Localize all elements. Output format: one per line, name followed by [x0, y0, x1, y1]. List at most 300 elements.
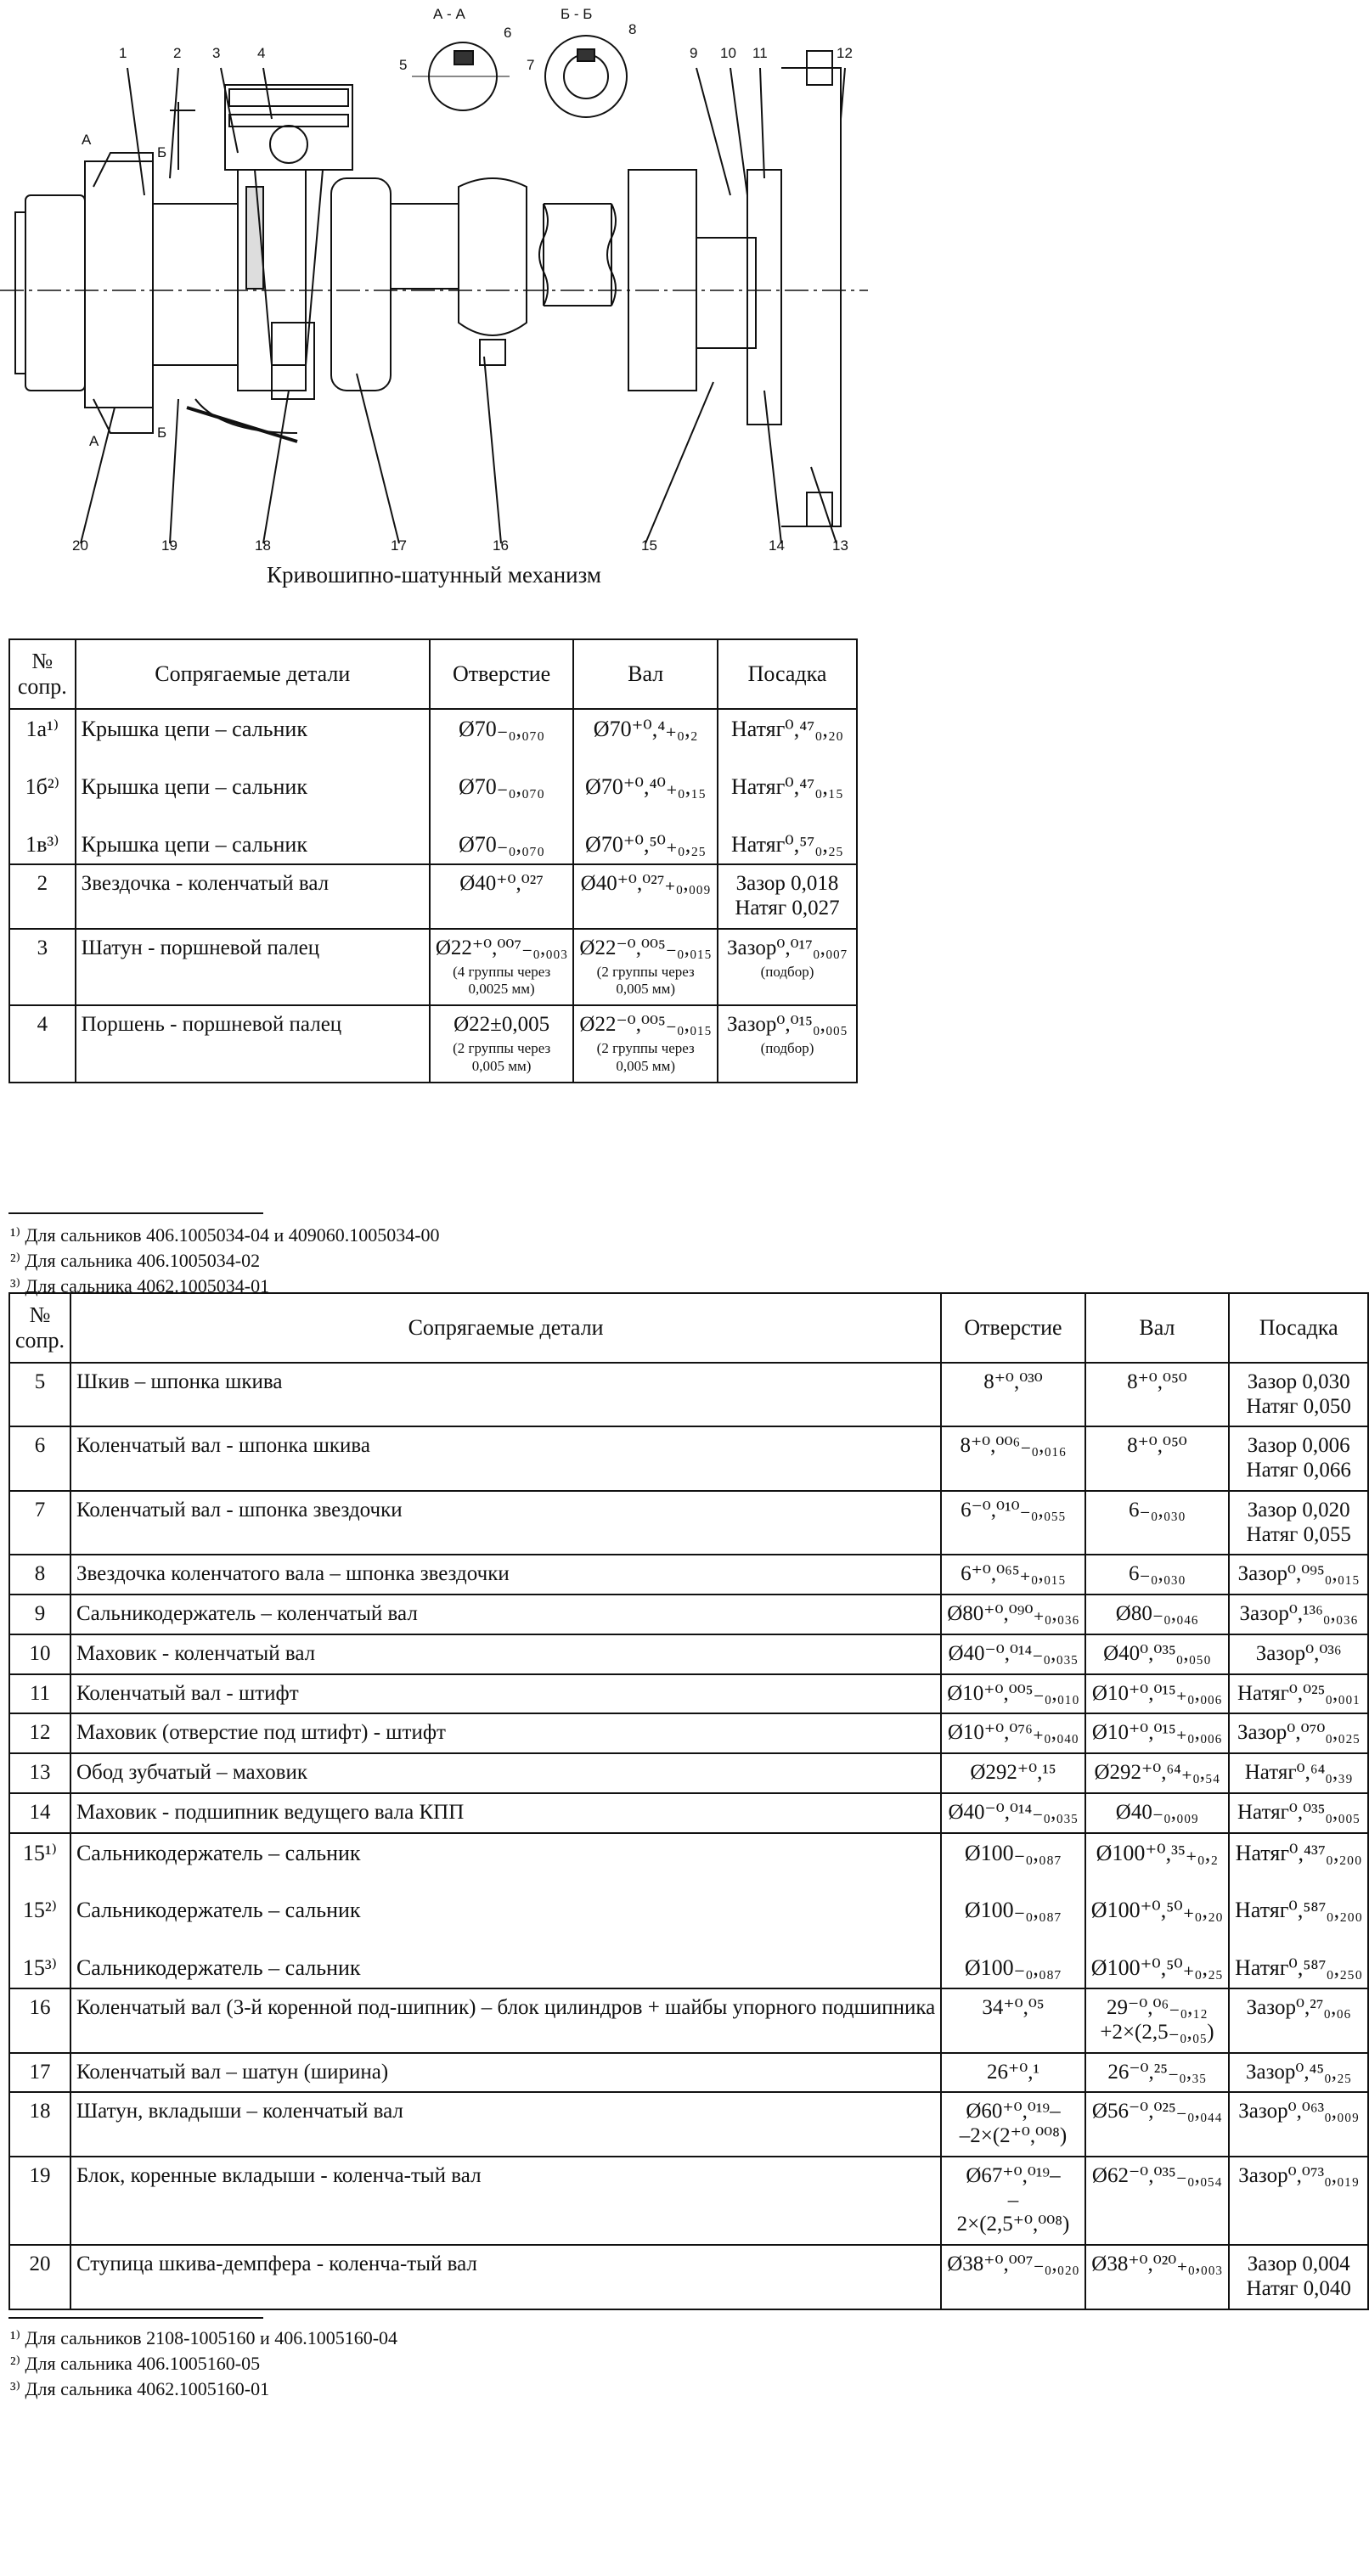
row-hole-value: 6⁻⁰,⁰¹⁰₋₀,₀₅₅ — [961, 1498, 1066, 1521]
row-fit-value: Зазор⁰,²⁷₀,₀₆ — [1246, 1996, 1351, 2020]
row-shaft-value: Ø40⁰,⁰³⁵₀,₀₅₀ — [1103, 1641, 1211, 1665]
row-shaft — [1085, 1833, 1229, 1989]
row-fit-value: Натяг 0,027 — [735, 897, 840, 920]
cut-a-top: А — [82, 132, 92, 148]
row-fit-value: Натяг⁰,⁰³⁵₀,₀₀₅ — [1237, 1800, 1361, 1824]
row-number — [9, 2245, 70, 2309]
row-hole — [941, 1753, 1085, 1793]
row-hole-value: Ø100₋₀,₀₈₇ — [964, 1955, 1062, 1981]
table-row — [9, 1426, 1368, 1491]
row-fit-value: Зазор⁰,⁰³⁶ — [1255, 1641, 1342, 1665]
row-number-value: 5 — [34, 1370, 46, 1393]
row-number — [9, 2157, 70, 2245]
row-fit-value: Зазор 0,004 — [1247, 2253, 1350, 2276]
row-hole-value: Ø40⁺⁰,⁰²⁷ — [459, 872, 544, 896]
row-parts-value: Сальникодержатель – сальник — [76, 1955, 361, 1981]
row-number-value: 11 — [29, 1681, 51, 1705]
row-parts-value: Сальникодержатель – коленчатый вал — [76, 1602, 418, 1626]
row-fit — [1229, 1491, 1368, 1555]
table-row — [9, 1491, 1368, 1555]
header-num: № сопр. — [9, 1293, 70, 1363]
row-number-value: 4 — [37, 1013, 48, 1037]
row-parts — [70, 2157, 941, 2245]
row-fit — [1229, 1426, 1368, 1491]
table-row — [9, 1674, 1368, 1714]
row-number-value: 10 — [29, 1641, 51, 1665]
row-parts-value: Маховик (отверстие под штифт) - штифт — [76, 1721, 446, 1745]
row-hole-value: –2×(2⁺⁰,⁰⁰⁸) — [959, 2124, 1068, 2148]
cut-a-bottom: А — [89, 433, 99, 449]
header-fit: Посадка — [1229, 1293, 1368, 1363]
row-hole — [941, 1674, 1085, 1714]
row-parts-value: Сальникодержатель – сальник — [76, 1840, 361, 1865]
row-fit-value: Зазор⁰,⁴⁵₀,₂₅ — [1245, 2060, 1352, 2084]
row-shaft — [1085, 1491, 1229, 1555]
row-hole — [941, 2092, 1085, 2157]
row-hole-value: Ø67⁺⁰,⁰¹⁹– — [966, 2163, 1061, 2187]
row-fit — [1229, 2053, 1368, 2093]
row-parts-value: Шатун - поршневой палец — [81, 936, 320, 959]
row-parts — [70, 1555, 941, 1595]
row-parts — [70, 2092, 941, 2157]
row-shaft-value: Ø70⁺⁰,⁴₊₀,₂ — [593, 716, 698, 741]
table-row — [9, 2053, 1368, 2093]
row-shaft-note: (2 группы через 0,005 мм) — [596, 963, 695, 998]
row-number-value: 3 — [37, 936, 48, 959]
row-fit — [1229, 1988, 1368, 2053]
table-row — [9, 709, 857, 865]
row-fit — [1229, 1793, 1368, 1833]
callout-7: 7 — [527, 57, 535, 73]
row-fit-value: Натяг⁰,⁰²⁵₀,₀₀₁ — [1237, 1681, 1361, 1705]
footnote: ¹⁾ Для сальников 2108-1005160 и 406.1005160-04 — [10, 2327, 398, 2348]
row-fit-value: Натяг⁰,⁵⁸⁷₀,₂₀₀ — [1235, 1898, 1363, 1923]
row-fit — [1229, 1595, 1368, 1634]
row-shaft-value: Ø62⁻⁰,⁰³⁵₋₀,₀₅₄ — [1091, 2163, 1222, 2187]
row-number-value: 15³⁾ — [22, 1955, 58, 1981]
row-parts-value: Коленчатый вал - шпонка шкива — [76, 1434, 370, 1458]
row-hole — [941, 2245, 1085, 2309]
row-hole — [941, 1713, 1085, 1753]
row-number — [9, 1634, 70, 1674]
row-parts-value: Крышка цепи – сальник — [81, 716, 307, 741]
row-hole-value: 8⁺⁰,⁰³⁰ — [983, 1370, 1043, 1393]
row-fit — [1229, 1753, 1368, 1793]
row-number-value: 19 — [29, 2163, 51, 2187]
row-shaft-value: +2×(2,5₋₀,₀₅) — [1100, 2020, 1214, 2044]
row-parts — [70, 1713, 941, 1753]
row-number-value: 1а¹⁾ — [25, 716, 59, 741]
row-parts — [70, 1833, 941, 1989]
row-shaft-value: 8⁺⁰,⁰⁵⁰ — [1127, 1370, 1187, 1393]
row-fit — [718, 709, 857, 865]
row-shaft-value: Ø100⁺⁰,³⁵₊₀,₂ — [1096, 1840, 1219, 1865]
row-number-value: 14 — [29, 1800, 51, 1824]
row-number — [9, 1555, 70, 1595]
callout-13: 13 — [832, 537, 848, 554]
table-row — [9, 929, 857, 1006]
row-fit-value: Натяг 0,050 — [1246, 1394, 1351, 1418]
row-parts — [76, 864, 430, 929]
row-hole-value: Ø10⁺⁰,⁰⁰⁵₋₀,₀₁₀ — [947, 1681, 1079, 1705]
section-aa-label: А - А — [433, 6, 465, 22]
row-fit-value: Натяг⁰,⁵⁸⁷₀,₂₅₀ — [1235, 1955, 1363, 1981]
row-hole — [430, 709, 574, 865]
row-number-value: 18 — [29, 2100, 51, 2123]
row-hole-value: 6⁺⁰,⁰⁶⁵₊₀,₀₁₅ — [961, 1562, 1066, 1586]
row-hole — [941, 1833, 1085, 1989]
row-hole-value: – — [1007, 2188, 1019, 2212]
row-shaft — [1085, 1363, 1229, 1427]
row-hole-value: 26⁺⁰,¹ — [987, 2060, 1039, 2084]
table-row — [9, 1595, 1368, 1634]
row-number — [9, 864, 76, 929]
row-number — [9, 1491, 70, 1555]
row-fit — [1229, 2245, 1368, 2309]
row-number — [9, 709, 76, 865]
row-hole-value: Ø80⁺⁰,⁰⁹⁰₊₀,₀₃₆ — [947, 1602, 1079, 1626]
row-parts — [70, 2245, 941, 2309]
row-number — [9, 1595, 70, 1634]
header-parts: Сопрягаемые детали — [76, 639, 430, 709]
row-shaft-value: Ø70⁺⁰,⁵⁰₊₀,₂₅ — [585, 831, 707, 857]
row-fit-note: (подбор) — [760, 963, 814, 980]
row-fit — [718, 929, 857, 1006]
row-parts-value: Маховик - коленчатый вал — [76, 1641, 316, 1665]
row-shaft-value: Ø40₋₀,₀₀₉ — [1115, 1800, 1199, 1824]
row-shaft-value: Ø10⁺⁰,⁰¹⁵₊₀,₀₀₆ — [1091, 1721, 1222, 1745]
row-shaft — [1085, 1595, 1229, 1634]
row-fit-value: Натяг⁰,⁵⁷₀,₂₅ — [730, 831, 844, 857]
row-parts — [70, 1634, 941, 1674]
row-fit — [1229, 2157, 1368, 2245]
callout-5: 5 — [399, 57, 408, 73]
row-hole — [941, 1634, 1085, 1674]
row-number — [9, 1426, 70, 1491]
row-fit — [718, 864, 857, 929]
row-hole-value: Ø22±0,005 — [454, 1013, 550, 1037]
header-num: № сопр. — [9, 639, 76, 709]
row-parts — [70, 1988, 941, 2053]
row-fit — [1229, 1555, 1368, 1595]
row-hole-value: Ø70₋₀,₀₇₀ — [458, 773, 545, 799]
row-fit-value: Зазор⁰,¹³⁶₀,₀₃₆ — [1239, 1602, 1358, 1626]
row-number — [9, 929, 76, 1006]
row-number — [9, 1363, 70, 1427]
row-parts-value: Крышка цепи – сальник — [81, 773, 307, 799]
row-shaft-value: Ø80₋₀,₀₄₆ — [1115, 1602, 1199, 1626]
row-shaft — [1085, 1555, 1229, 1595]
row-parts — [76, 709, 430, 865]
row-fit — [1229, 1713, 1368, 1753]
callout-3: 3 — [212, 45, 221, 61]
row-fit-value: Зазор 0,030 — [1247, 1370, 1350, 1393]
row-number — [9, 1005, 76, 1083]
row-parts-value: Коленчатый вал (3-й коренной под-шипник) – блок цилиндров + шайбы упорного подшипника — [76, 1996, 936, 2020]
row-hole-value: 8⁺⁰,⁰⁰⁶₋₀,₀₁₆ — [960, 1434, 1067, 1458]
footnote: ³⁾ Для сальника 4062.1005160-01 — [10, 2378, 270, 2399]
row-parts-value: Звездочка коленчатого вала – шпонка звездочки — [76, 1562, 510, 1586]
row-parts-value: Звездочка - коленчатый вал — [81, 872, 330, 896]
callout-4: 4 — [257, 45, 266, 61]
row-shaft-value: 29⁻⁰,⁰⁶₋₀,₁₂ — [1107, 1996, 1208, 2020]
fits-table-1 — [8, 638, 858, 1083]
row-number — [9, 1753, 70, 1793]
row-hole-value: Ø100₋₀,₀₈₇ — [964, 1898, 1062, 1923]
row-fit — [718, 1005, 857, 1083]
table-header-row — [9, 1293, 1368, 1363]
row-hole — [430, 1005, 574, 1083]
callout-11: 11 — [752, 45, 768, 61]
row-number-value: 1б²⁾ — [25, 773, 60, 799]
row-parts-value: Коленчатый вал – шатун (ширина) — [76, 2060, 389, 2084]
row-parts-value: Блок, коренные вкладыши - коленча-тый вал — [76, 2163, 482, 2187]
row-parts — [70, 1595, 941, 1634]
row-hole — [941, 2053, 1085, 2093]
callout-10: 10 — [720, 45, 736, 61]
callout-19: 19 — [161, 537, 177, 554]
row-fit-note: (подбор) — [760, 1040, 814, 1057]
table-row — [9, 1713, 1368, 1753]
table-row — [9, 1005, 857, 1083]
row-shaft-value: 6₋₀,₀₃₀ — [1129, 1562, 1186, 1586]
row-hole-value: Ø70₋₀,₀₇₀ — [458, 716, 545, 741]
cut-b-bottom: Б — [157, 425, 167, 441]
row-shaft-value: Ø70⁺⁰,⁴⁰₊₀,₁₅ — [585, 773, 707, 799]
fits-table-2 — [8, 1292, 1369, 2310]
row-shaft — [573, 1005, 718, 1083]
callout-8: 8 — [628, 21, 637, 37]
row-number-value: 6 — [34, 1434, 46, 1458]
callout-15: 15 — [641, 537, 657, 554]
row-hole — [941, 1595, 1085, 1634]
row-hole-value: 34⁺⁰,⁰⁵ — [982, 1996, 1045, 2020]
row-shaft — [1085, 2245, 1229, 2309]
row-shaft — [1085, 2092, 1229, 2157]
table-row — [9, 1988, 1368, 2053]
row-shaft-note: (2 группы через 0,005 мм) — [596, 1040, 695, 1074]
row-hole-value: Ø60⁺⁰,⁰¹⁹– — [966, 2100, 1061, 2123]
row-fit-value: Натяг 0,055 — [1246, 1522, 1351, 1546]
row-number — [9, 1793, 70, 1833]
row-fit-value: Зазор⁰,⁰⁷³₀,₀₁₉ — [1238, 2163, 1360, 2187]
callout-2: 2 — [173, 45, 182, 61]
table-header-row — [9, 639, 857, 709]
footnote: ³⁾ Для сальника 4062.1005034-01 — [10, 1275, 270, 1296]
table-row — [9, 1753, 1368, 1793]
footnotes-2 — [10, 2326, 397, 2402]
footnote-rule — [8, 1212, 263, 1214]
row-number-value: 12 — [29, 1721, 51, 1745]
row-hole — [941, 1555, 1085, 1595]
row-hole-value: Ø22⁺⁰,⁰⁰⁷₋₀,₀₀₃ — [435, 936, 568, 959]
row-parts — [70, 1363, 941, 1427]
row-shaft-value: 6₋₀,₀₃₀ — [1129, 1498, 1186, 1521]
row-fit-value: Зазор⁰,⁰⁶³₀,₀₀₉ — [1238, 2100, 1360, 2123]
table-body — [9, 1363, 1368, 2309]
row-parts — [76, 1005, 430, 1083]
table-row — [9, 2092, 1368, 2157]
row-shaft — [573, 864, 718, 929]
row-parts-value: Обод зубчатый – маховик — [76, 1761, 308, 1785]
row-parts-value: Ступица шкива-демпфера - коленча-тый вал — [76, 2253, 477, 2276]
callout-9: 9 — [690, 45, 698, 61]
row-fit-value: Натяг⁰,⁶⁴₀,₃₉ — [1244, 1761, 1353, 1785]
section-bb-label: Б - Б — [561, 6, 593, 22]
row-number — [9, 2053, 70, 2093]
row-fit-value: Зазор 0,006 — [1247, 1434, 1350, 1458]
row-parts — [70, 1491, 941, 1555]
callout-16: 16 — [493, 537, 509, 554]
row-parts — [70, 1674, 941, 1714]
row-hole-note: (4 группы через 0,0025 мм) — [453, 963, 551, 998]
row-fit-value: Натяг 0,040 — [1246, 2276, 1351, 2300]
table-row — [9, 1793, 1368, 1833]
row-shaft — [1085, 1674, 1229, 1714]
callout-1: 1 — [119, 45, 127, 61]
row-number — [9, 2092, 70, 2157]
row-fit — [1229, 1833, 1368, 1989]
row-shaft — [1085, 1634, 1229, 1674]
row-hole — [430, 929, 574, 1006]
row-hole-value: Ø40⁻⁰,⁰¹⁴₋₀,₀₃₅ — [948, 1800, 1079, 1824]
row-number-value: 2 — [37, 872, 48, 896]
row-shaft — [1085, 1793, 1229, 1833]
row-parts-value: Шатун, вкладыши – коленчатый вал — [76, 2100, 403, 2123]
row-parts-value: Шкив – шпонка шкива — [76, 1370, 283, 1393]
row-number — [9, 1713, 70, 1753]
row-number-value: 17 — [29, 2060, 51, 2084]
row-fit-value: Натяг 0,066 — [1246, 1459, 1351, 1482]
footnotes-1 — [10, 1223, 440, 1299]
row-hole — [941, 2157, 1085, 2245]
row-shaft-value: 26⁻⁰,²⁵₋₀,₃₅ — [1107, 2060, 1207, 2084]
callout-17: 17 — [391, 537, 407, 554]
row-parts — [76, 929, 430, 1006]
callout-12: 12 — [837, 45, 853, 61]
row-fit-value: Натяг⁰,⁴³⁷₀,₂₀₀ — [1235, 1840, 1362, 1865]
row-shaft — [1085, 1713, 1229, 1753]
row-shaft-value: Ø38⁺⁰,⁰²⁰₊₀,₀₀₃ — [1091, 2253, 1223, 2276]
row-hole — [941, 1491, 1085, 1555]
row-number — [9, 1833, 70, 1989]
row-shaft — [1085, 1426, 1229, 1491]
row-fit-value: Зазор⁰,⁰¹⁵₀,₀₀₅ — [727, 1013, 848, 1037]
footnote: ¹⁾ Для сальников 406.1005034-04 и 409060.1005034-00 — [10, 1224, 440, 1246]
row-hole-value: Ø38⁺⁰,⁰⁰⁷₋₀,₀₂₀ — [947, 2253, 1079, 2276]
row-fit — [1229, 2092, 1368, 2157]
row-hole-value: 2×(2,5⁺⁰,⁰⁰⁸) — [956, 2213, 1070, 2236]
row-shaft-value: Ø10⁺⁰,⁰¹⁵₊₀,₀₀₆ — [1091, 1681, 1222, 1705]
table-body — [9, 709, 857, 1083]
header-fit: Посадка — [718, 639, 857, 709]
row-parts-value: Коленчатый вал - штифт — [76, 1681, 299, 1705]
row-hole — [941, 1426, 1085, 1491]
row-number-value: 8 — [34, 1562, 46, 1586]
row-hole-value: Ø40⁻⁰,⁰¹⁴₋₀,₀₃₅ — [948, 1641, 1079, 1665]
table-row — [9, 2157, 1368, 2245]
row-shaft-value: Ø22⁻⁰,⁰⁰⁵₋₀,₀₁₅ — [579, 936, 713, 959]
row-parts-value: Маховик - подшипник ведущего вала КПП — [76, 1800, 465, 1824]
row-parts — [70, 1426, 941, 1491]
row-fit-value: Зазор⁰,⁰¹⁷₀,₀₀₇ — [727, 936, 848, 959]
header-hole: Отверстие — [430, 639, 574, 709]
row-hole-value: Ø10⁺⁰,⁰⁷⁶₊₀,₀₄₀ — [947, 1721, 1079, 1745]
row-shaft-value: Ø100⁺⁰,⁵⁰₊₀,₂₅ — [1090, 1955, 1224, 1981]
row-shaft-value: Ø40⁺⁰,⁰²⁷₊₀,₀₀₉ — [580, 872, 711, 896]
footnote: ²⁾ Для сальника 406.1005034-02 — [10, 1250, 261, 1271]
table-row — [9, 1833, 1368, 1989]
row-parts — [70, 2053, 941, 2093]
figure-caption: Кривошипно-шатунный механизм — [266, 562, 602, 588]
row-hole — [941, 1363, 1085, 1427]
footnote: ²⁾ Для сальника 406.1005160-05 — [10, 2353, 261, 2374]
row-shaft-value: Ø100⁺⁰,⁵⁰₊₀,₂₀ — [1090, 1898, 1224, 1923]
row-number-value: 16 — [29, 1996, 51, 2020]
row-shaft — [1085, 2053, 1229, 2093]
row-shaft — [1085, 1988, 1229, 2053]
row-number-value: 1в³⁾ — [25, 831, 59, 857]
header-shaft: Вал — [573, 639, 718, 709]
row-fit-value: Натяг⁰,⁴⁷₀,₁₅ — [730, 773, 844, 799]
row-fit — [1229, 1363, 1368, 1427]
row-number-value: 20 — [29, 2253, 51, 2276]
row-fit — [1229, 1674, 1368, 1714]
row-fit — [1229, 1634, 1368, 1674]
row-fit-value: Зазор 0,020 — [1247, 1498, 1350, 1521]
row-number-value: 15²⁾ — [22, 1898, 58, 1923]
row-parts-value: Сальникодержатель – сальник — [76, 1898, 361, 1923]
row-hole — [941, 1988, 1085, 2053]
row-shaft — [1085, 2157, 1229, 2245]
row-shaft — [573, 709, 718, 865]
row-shaft — [573, 929, 718, 1006]
table-row — [9, 2245, 1368, 2309]
row-fit-value: Зазор⁰,⁰⁹⁵₀,₀₁₅ — [1237, 1562, 1360, 1586]
row-number — [9, 1674, 70, 1714]
row-hole-value: Ø292⁺⁰,¹⁵ — [970, 1761, 1056, 1785]
row-fit-value: Зазор 0,018 — [735, 872, 839, 896]
callout-18: 18 — [255, 537, 271, 554]
row-shaft-value: Ø292⁺⁰,⁶⁴₊₀,₅₄ — [1094, 1761, 1220, 1785]
row-shaft-value: 8⁺⁰,⁰⁵⁰ — [1127, 1434, 1187, 1458]
table-row — [9, 1363, 1368, 1427]
row-fit-value: Зазор⁰,⁰⁷⁰₀,₀₂₅ — [1237, 1721, 1361, 1745]
callout-20: 20 — [72, 537, 88, 554]
row-number-value: 9 — [34, 1602, 46, 1626]
row-number-value: 13 — [29, 1761, 51, 1785]
callout-6: 6 — [504, 25, 512, 41]
row-shaft — [1085, 1753, 1229, 1793]
row-parts-value: Поршень - поршневой палец — [81, 1013, 342, 1037]
table-row — [9, 1555, 1368, 1595]
row-hole-value: Ø70₋₀,₀₇₀ — [458, 831, 545, 857]
callout-14: 14 — [769, 537, 785, 554]
row-parts-value: Коленчатый вал - шпонка звездочки — [76, 1498, 403, 1521]
row-parts — [70, 1793, 941, 1833]
row-hole — [430, 864, 574, 929]
table-row — [9, 1634, 1368, 1674]
crank-mechanism-drawing — [0, 0, 868, 552]
row-hole-note: (2 группы через 0,005 мм) — [453, 1040, 551, 1074]
table-row — [9, 864, 857, 929]
row-hole-value: Ø100₋₀,₀₈₇ — [964, 1840, 1062, 1865]
row-shaft-value: Ø22⁻⁰,⁰⁰⁵₋₀,₀₁₅ — [579, 1013, 713, 1037]
row-fit-value: Натяг⁰,⁴⁷₀,₂₀ — [730, 716, 844, 741]
row-parts-value: Крышка цепи – сальник — [81, 831, 307, 857]
row-hole — [941, 1793, 1085, 1833]
row-shaft-value: Ø56⁻⁰,⁰²⁵₋₀,₀₄₄ — [1091, 2100, 1222, 2123]
